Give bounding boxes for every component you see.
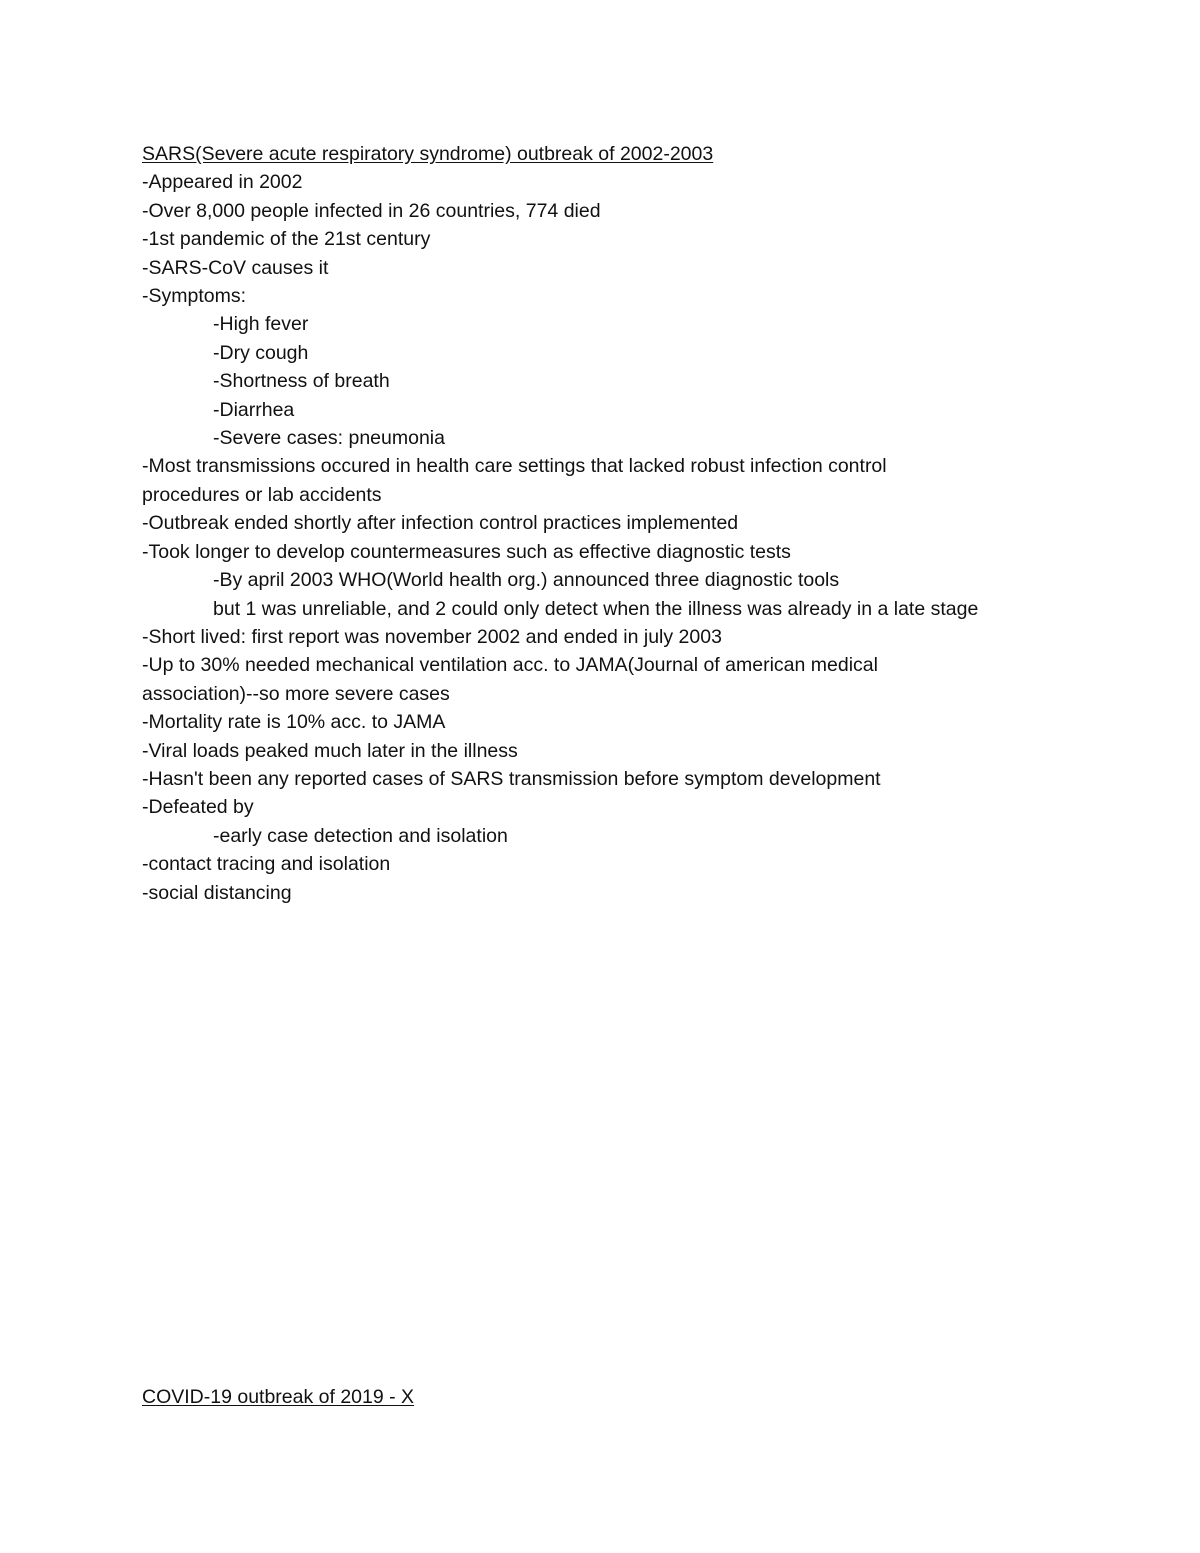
note-line-appeared: -Appeared in 2002 <box>142 171 303 194</box>
symptom-item: -Dry cough <box>213 341 309 364</box>
note-line-infected: -Over 8,000 people infected in 26 countries, 774 died <box>142 199 601 222</box>
note-line-defeated-by: -Defeated by <box>142 796 254 819</box>
note-subline-who-cont: but 1 was unreliable, and 2 could only detect when the illness was already in a late stage <box>213 597 979 620</box>
symptom-item: -Shortness of breath <box>213 370 390 393</box>
note-line-outbreak-ended: -Outbreak ended shortly after infection control practices implemented <box>142 512 739 535</box>
note-line-ventilation: -Up to 30% needed mechanical ventilation acc. to JAMA(Journal of american medical <box>142 654 878 677</box>
defeated-by-item: -early case detection and isolation <box>213 824 508 847</box>
note-line-symptoms: -Symptoms: <box>142 285 247 308</box>
note-line-first-pandemic: -1st pandemic of the 21st century <box>142 228 431 251</box>
note-line-countermeasures: -Took longer to develop countermeasures such as effective diagnostic tests <box>142 540 791 563</box>
symptom-item: -Diarrhea <box>213 398 295 421</box>
note-line-ventilation-cont: association)--so more severe cases <box>142 682 450 705</box>
symptom-item: -Severe cases: pneumonia <box>213 427 445 450</box>
covid-heading: COVID-19 outbreak of 2019 - X <box>142 1385 415 1408</box>
sars-heading: SARS(Severe acute respiratory syndrome) outbreak of 2002-2003 <box>142 143 714 165</box>
sars-section <box>142 140 1142 907</box>
note-line-presymptomatic: -Hasn't been any reported cases of SARS transmission before symptom development <box>142 767 881 790</box>
note-line-contact-tracing: -contact tracing and isolation <box>142 853 391 876</box>
note-subline-who: -By april 2003 WHO(World health org.) announced three diagnostic tools <box>213 569 840 592</box>
note-line-transmissions-cont: procedures or lab accidents <box>142 483 382 506</box>
note-line-short-lived: -Short lived: first report was november 2002 and ended in july 2003 <box>142 625 722 648</box>
note-line-cause: -SARS-CoV causes it <box>142 256 329 279</box>
note-line-social-distancing: -social distancing <box>142 881 292 904</box>
note-line-mortality: -Mortality rate is 10% acc. to JAMA <box>142 711 446 734</box>
note-line-transmissions: -Most transmissions occured in health care settings that lacked robust infection control <box>142 455 887 478</box>
symptom-item: -High fever <box>213 313 309 336</box>
note-line-viral-loads: -Viral loads peaked much later in the illness <box>142 739 518 762</box>
